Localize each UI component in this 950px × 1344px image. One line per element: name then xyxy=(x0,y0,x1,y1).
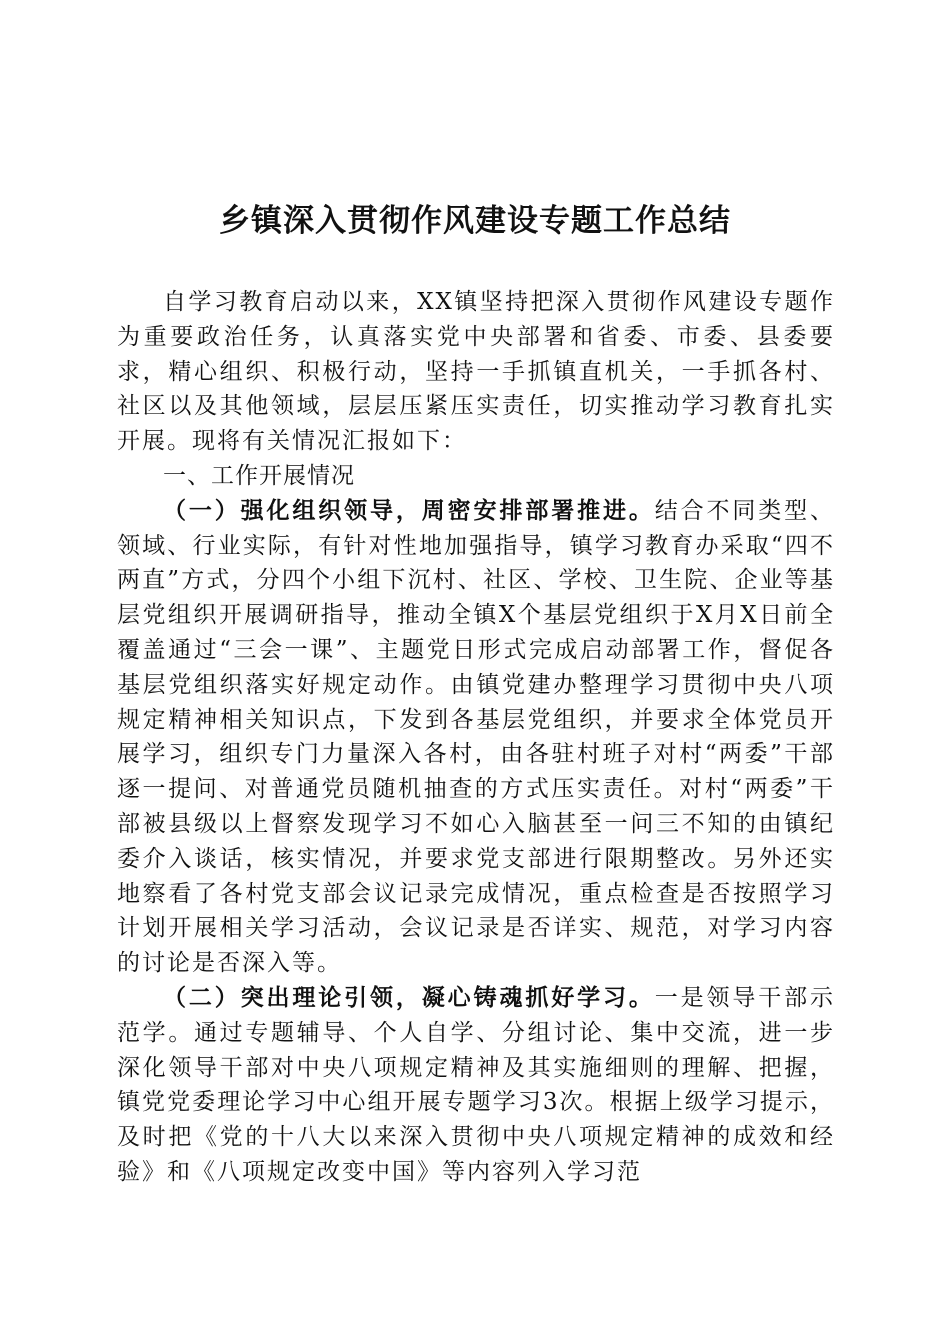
item-1-lead: （一）强化组织领导，周密安排部署推进。 xyxy=(163,496,655,524)
item-2-lead: （二）突出理论引领，凝心铸魂抓好学习。 xyxy=(163,983,655,1011)
item-1-paragraph xyxy=(117,494,835,981)
item-2-paragraph xyxy=(117,981,835,1190)
item-2-text: 一是领导干部示范学。通过专题辅导、个人自学、分组讨论、集中交流，进一步深化领导干部对中央八项规定精神及其实施细则的理解、把握，镇党党委理论学习中心组开展专题学习3次。根据上级学习提示，及时把《党的十八大以来深入贯彻中央八项规定精神的成效和经验》和《八项规定改变中国》等内容列入学习范 xyxy=(117,984,836,1185)
intro-paragraph: 自学习教育启动以来，XX镇坚持把深入贯彻作风建设专题作为重要政治任务，认真落实党中央部署和省委、市委、县委要求，精心组织、积极行动，坚持一手抓镇直机关，一手抓各村、社区以及其他领域，层层压紧压实责任，切实推动学习教育扎实开展。现将有关情况汇报如下： xyxy=(117,289,835,455)
document-title: 乡镇深入贯彻作风建设专题工作总结 xyxy=(219,203,731,239)
document-body xyxy=(117,285,835,1190)
item-1-text: 结合不同类型、领域、行业实际，有针对性地加强指导，镇学习教育办采取“四不两直”方式，分四个小组下沉村、社区、学校、卫生院、企业等基层党组织开展调研指导，推动全镇X个基层党组织于X月X日前全覆盖通过“三会一课”、主题党日形式完成启动部署工作，督促各基层党组织落实好规定动作。由镇党建办整理学习贯彻中央八项规定精神相关知识点，下发到各基层党组织，并要求全体党员开展学习，组织专门力量深入各村，由各驻村班子对村“两委”干部逐一提问、对普通党员随机抽查的方式压实责任。对村“两委”干部被县级以上督察发现学习不如心入脑甚至一问三不知的由镇纪委介入谈话，核实情况，并要求党支部进行限期整改。另外还实地察看了各村党支部会议记录完成情况，重点检查是否按照学习计划开展相关学习活动，会议记录是否详实、规范，对学习内容的讨论是否深入等。 xyxy=(117,497,836,977)
section-heading: 一、工作开展情况 xyxy=(163,462,355,489)
